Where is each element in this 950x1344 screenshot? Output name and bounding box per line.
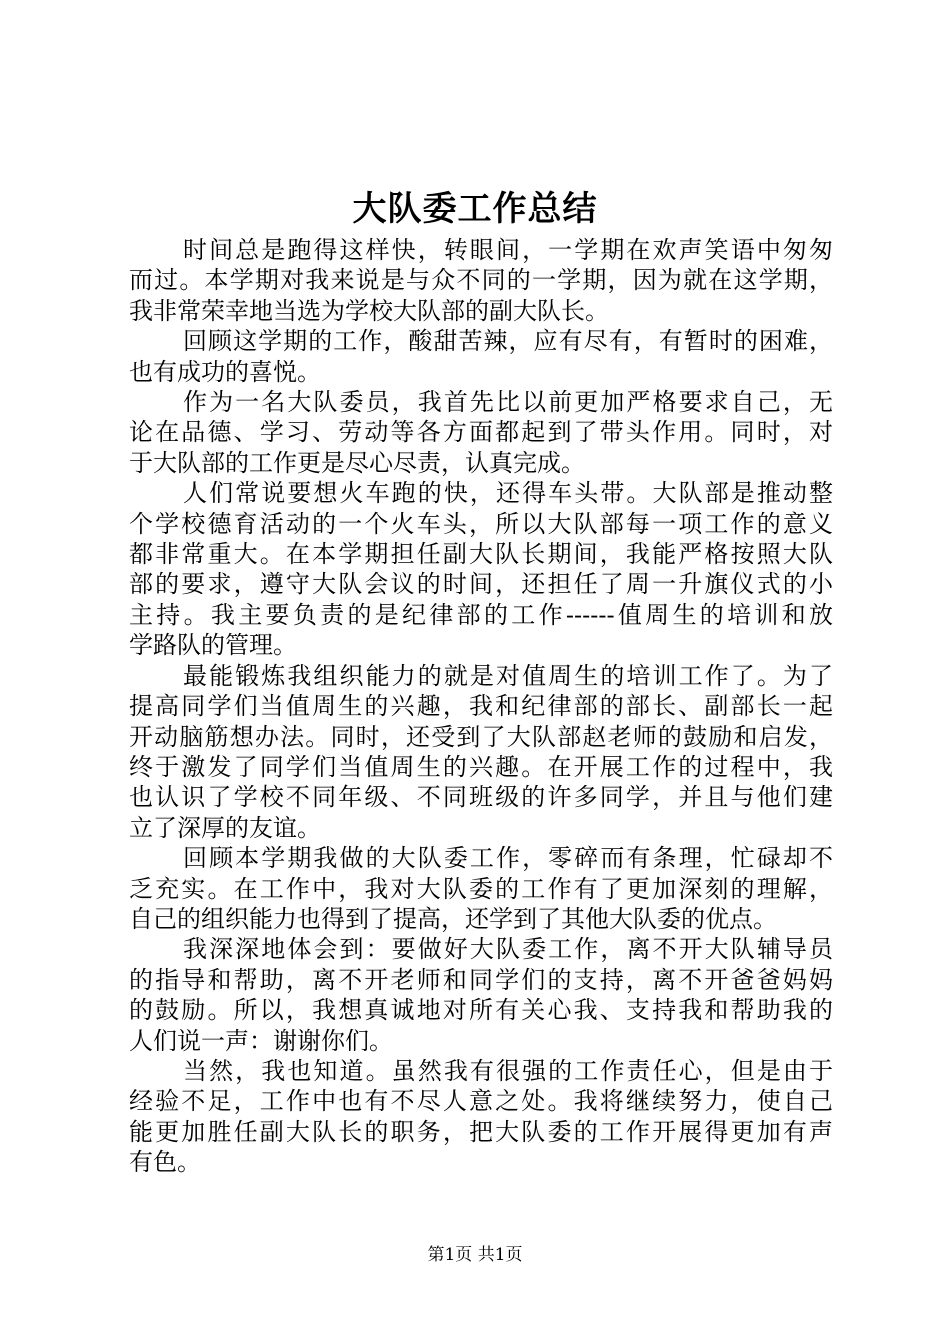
page-footer: 第1页 共1页 (427, 1245, 523, 1265)
paragraph-line: 也有成功的喜悦。 (129, 357, 321, 386)
paragraph-line: 都非常重大。在本学期担任副大队长期间，我能严格按照大队 (129, 540, 833, 569)
paragraph-line: 乏充实。在工作中，我对大队委的工作有了更加深刻的理解， (129, 874, 833, 903)
paragraph-line: 也认识了学校不同年级、不同班级的许多同学，并且与他们建 (129, 783, 833, 812)
paragraph-line: 最能锻炼我组织能力的就是对值周生的培训工作了。为了 (183, 661, 833, 690)
paragraph-line: 的鼓励。所以，我想真诚地对所有关心我、支持我和帮助我的 (129, 996, 833, 1025)
paragraph-line: 有色。 (129, 1148, 201, 1177)
paragraph-line: 而过。本学期对我来说是与众不同的一学期，因为就在这学期， (129, 266, 833, 295)
paragraph-line: 部的要求，遵守大队会议的时间，还担任了周一升旗仪式的小 (129, 570, 833, 599)
paragraph-line: 时间总是跑得这样快，转眼间，一学期在欢声笑语中匆匆 (183, 236, 833, 264)
paragraph-line: 终于激发了同学们当值周生的兴趣。在开展工作的过程中，我 (129, 752, 833, 781)
document-body (129, 235, 833, 1178)
paragraph-line: 作为一名大队委员，我首先比以前更加严格要求自己，无 (183, 388, 833, 417)
paragraph (129, 387, 833, 478)
paragraph-line: 于大队部的工作更是尽心尽责，认真完成。 (129, 448, 585, 477)
paragraph (129, 326, 833, 387)
paragraph (129, 1056, 833, 1178)
paragraph (129, 843, 833, 934)
paragraph-line: 提高同学们当值周生的兴趣，我和纪律部的部长、副部长一起 (129, 692, 833, 721)
paragraph-line: 立了深厚的友谊。 (129, 813, 321, 842)
paragraph-line: 主持。我主要负责的是纪律部的工作------值周生的培训和放 (129, 600, 833, 629)
paragraph (129, 235, 833, 326)
paragraph-line: 经验不足，工作中也有不尽人意之处。我将继续努力，使自己 (129, 1087, 833, 1116)
paragraph (129, 478, 833, 660)
paragraph-line: 回顾本学期我做的大队委工作，零碎而有条理，忙碌却不 (183, 844, 833, 873)
paragraph (129, 661, 833, 843)
paragraph-line: 能更加胜任副大队长的职务，把大队委的工作开展得更加有声 (129, 1117, 833, 1146)
paragraph-line: 回顾这学期的工作，酸甜苦辣，应有尽有，有暂时的困难， (183, 327, 833, 356)
paragraph-line: 学路队的管理。 (129, 631, 297, 660)
paragraph-line: 我非常荣幸地当选为学校大队部的副大队长。 (129, 296, 609, 325)
paragraph (129, 934, 833, 1056)
paragraph-line: 自己的组织能力也得到了提高，还学到了其他大队委的优点。 (129, 904, 777, 933)
paragraph-line: 人们说一声：谢谢你们。 (129, 1026, 393, 1055)
paragraph-line: 个学校德育活动的一个火车头，所以大队部每一项工作的意义 (129, 509, 833, 538)
paragraph-line: 的指导和帮助，离不开老师和同学们的支持，离不开爸爸妈妈 (129, 965, 833, 994)
paragraph-line: 当然，我也知道。虽然我有很强的工作责任心，但是由于 (183, 1056, 833, 1085)
paragraph-line: 我深深地体会到：要做好大队委工作，离不开大队辅导员 (183, 935, 833, 964)
paragraph-line: 人们常说要想火车跑的快，还得车头带。大队部是推动整 (183, 479, 833, 508)
document-title: 大队委工作总结 (352, 189, 598, 229)
paragraph-line: 开动脑筋想办法。同时，还受到了大队部赵老师的鼓励和启发， (129, 722, 833, 751)
paragraph-line: 论在品德、学习、劳动等各方面都起到了带头作用。同时，对 (129, 418, 833, 447)
